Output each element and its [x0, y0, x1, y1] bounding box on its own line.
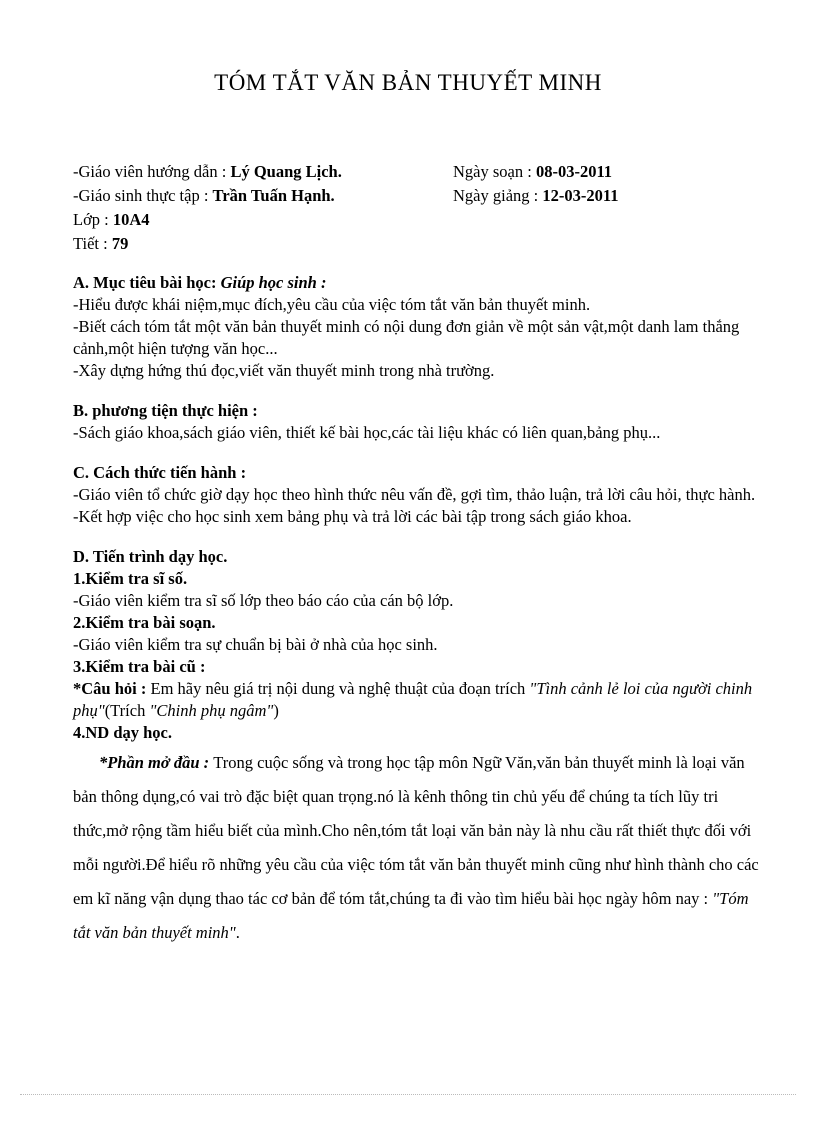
page-bottom-divider — [20, 1094, 796, 1095]
page-title: TÓM TẮT VĂN BẢN THUYẾT MINH — [214, 70, 602, 95]
section-a-line: -Xây dựng hứng thú đọc,viết văn thuyết minh trong nhà trường. — [73, 361, 495, 380]
section-c-heading: C. Cách thức tiến hành : — [73, 463, 247, 482]
prep-date — [453, 160, 612, 184]
question — [73, 678, 763, 722]
question-trich: (Trích — [104, 701, 150, 720]
lesson-content — [73, 272, 763, 950]
info-row-period — [73, 232, 773, 256]
section-b-line: -Sách giáo khoa,sách giáo viên, thiết kế bài học,các tài liệu khác có liên quan,bảng phụ... — [73, 423, 661, 442]
lesson-info — [73, 160, 773, 256]
teach-date-label: Ngày giảng : — [453, 186, 543, 205]
section-a-line: -Hiểu được khái niệm,mục đích,yêu cầu của việc tóm tắt văn bản thuyết minh. — [73, 295, 591, 314]
intro-label: *Phần mở đầu : — [99, 753, 214, 772]
info-row-intern — [73, 184, 773, 208]
class-label: Lớp : — [73, 210, 113, 229]
section-d-heading: D. Tiến trình dạy học. — [73, 547, 228, 566]
section-a-heading — [73, 272, 763, 294]
section-a-line: -Biết cách tóm tắt một văn bản thuyết minh có nội dung đơn giản về một sản vật,một danh lam thắng cảnh,một hiện tượng văn học... — [73, 317, 740, 358]
step2-text: -Giáo viên kiểm tra sự chuẩn bị bài ở nhà của học sinh. — [73, 635, 438, 654]
teach-date-value: 12-03-2011 — [542, 186, 619, 205]
step2-heading: 2.Kiểm tra bài soạn. — [73, 613, 216, 632]
section-c-line: -Kết hợp việc cho học sinh xem bảng phụ và trả lời các bài tập trong sách giáo khoa. — [73, 507, 632, 526]
question-close: ) — [273, 701, 279, 720]
section-c-line: -Giáo viên tổ chức giờ dạy học theo hình thức nêu vấn đề, gợi tìm, thảo luận, trả lời câu hỏi, thực hành. — [73, 485, 756, 504]
intro-text: Trong cuộc sống và trong học tập môn Ngữ Văn,văn bản thuyết minh là loại văn bản thông dụng,có vai trò đặc biệt quan trọng.nó là kênh thông tin chủ yếu để chúng ta tích lũy tri thức,mở rộng tầm hiểu biết của mình.Cho nên,tóm tắt loại văn bản này là nhu cầu rất thiết thực đối với mỗi người.Để hiểu rõ những yêu cầu của việc tóm tắt văn bản thuyết minh cũng như hình thành cho các em kĩ năng vận dụng thao tác cơ bản để tóm tắt,chúng ta đi vào tìm hiểu bài học ngày hôm nay : — [73, 753, 759, 908]
question-source: "Chinh phụ ngâm" — [149, 701, 274, 720]
prep-date-value: 08-03-2011 — [535, 162, 613, 181]
intro-paragraph — [73, 746, 763, 950]
step1-heading: 1.Kiểm tra sĩ số. — [73, 569, 188, 588]
question-excerpt: "Tình cảnh lẻ loi của người chinh phụ" — [73, 679, 753, 720]
question-label: *Câu hỏi : — [73, 679, 151, 698]
info-row-class — [73, 208, 773, 232]
step1-text: -Giáo viên kiểm tra sĩ số lớp theo báo cáo của cán bộ lớp. — [73, 591, 454, 610]
intro-lesson-title: "Tóm tắt văn bản thuyết minh" — [73, 889, 749, 942]
period-value: 79 — [111, 234, 129, 253]
intern-name: Trần Tuấn Hạnh. — [212, 186, 335, 205]
step4-heading: 4.ND dạy học. — [73, 723, 173, 742]
intern-label: -Giáo sinh thực tập : — [73, 186, 213, 205]
teach-date — [453, 184, 618, 208]
section-a-subtitle: Giúp học sinh : — [220, 273, 327, 292]
question-text: Em hãy nêu giá trị nội dung và nghệ thuật của đoạn trích — [150, 679, 530, 698]
period-label: Tiết : — [73, 234, 112, 253]
section-a-title: A. Mục tiêu bài học: — [73, 273, 221, 292]
section-b-heading: B. phương tiện thực hiện : — [73, 401, 258, 420]
teacher-name: Lý Quang Lịch. — [230, 162, 342, 181]
prep-date-label: Ngày soạn : — [453, 162, 536, 181]
step3-heading: 3.Kiểm tra bài cũ : — [73, 657, 206, 676]
info-row-teacher — [73, 160, 773, 184]
class-value: 10A4 — [112, 210, 150, 229]
teacher-label: -Giáo viên hướng dẫn : — [73, 162, 231, 181]
intro-end: . — [235, 923, 240, 942]
